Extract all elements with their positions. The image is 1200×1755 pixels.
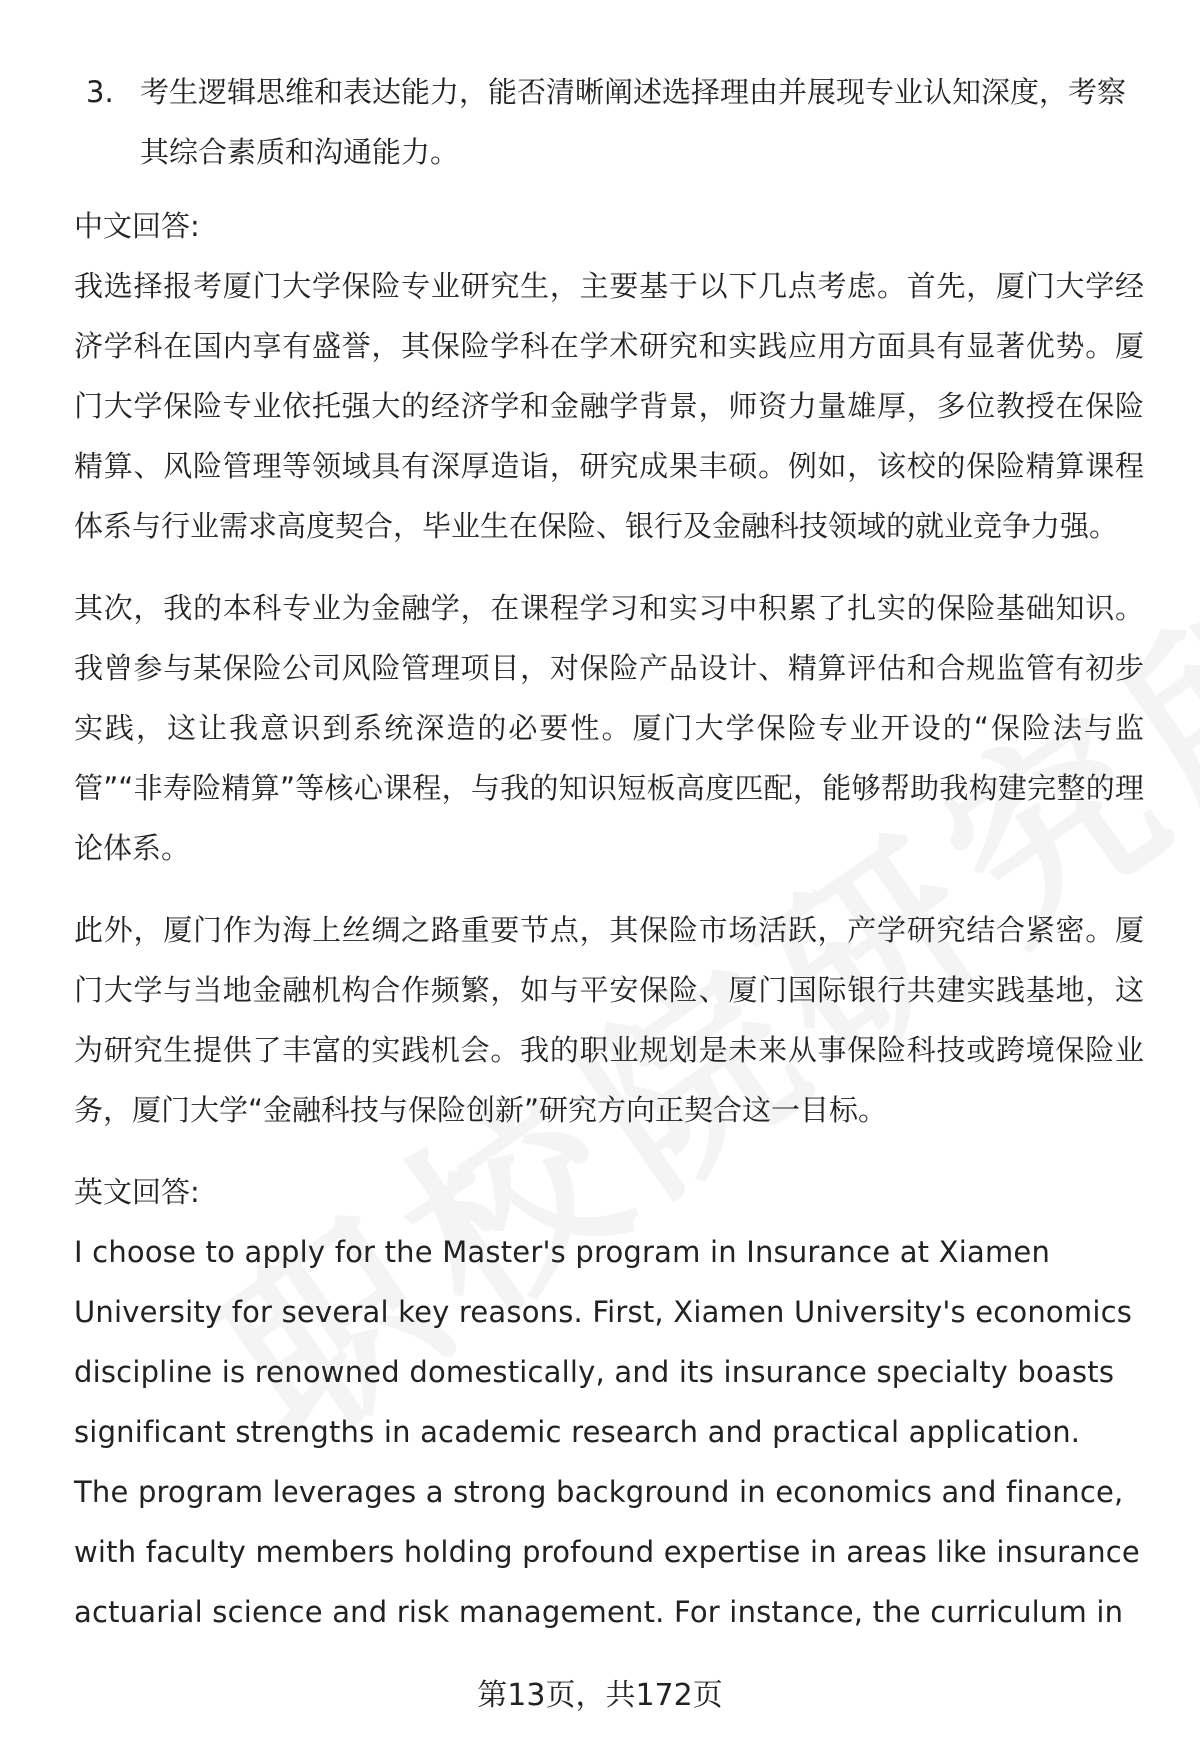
- list-text: 考生逻辑思维和表达能力，能否清晰阐述选择理由并展现专业认知深度，考察其综合素质和沟通能力。: [140, 75, 1127, 169]
- page-number-footer: 第13页，共172页: [477, 1678, 723, 1713]
- chinese-answer-heading: 中文回答:: [74, 209, 200, 243]
- chinese-paragraph-3: 此外，厦门作为海上丝绸之路重要节点，其保险市场活跃，产学研究结合紧密。厦门大学与当地金融机构合作频繁，如与平安保险、厦门国际银行共建实践基地，这为研究生提供了丰富的实践机会。我的职业规划是未来从事保险科技或跨境保险业务，厦门大学“金融科技与保险创新”研究方向正契合这一目标。: [74, 913, 1144, 1127]
- english-paragraph: I choose to apply for the Master's program in Insurance at Xiamen University for several key reasons. First, Xiamen University's economics discipline is renowned domestically, and its insurance specialty boasts significant strengths in academic research and practical application. The program leverages a strong background in economics and finance, with faculty members holding profound expertise in areas like insurance actuarial science and risk management. For instance, the curriculum in: [74, 1235, 1140, 1629]
- list-item-3: [74, 62, 1144, 182]
- english-answer-heading: 英文回答:: [74, 1175, 200, 1209]
- list-number: 3.: [86, 75, 114, 109]
- page-content: [74, 62, 1144, 1642]
- chinese-paragraph-1: 我选择报考厦门大学保险专业研究生，主要基于以下几点考虑。首先，厦门大学经济学科在国内享有盛誉，其保险学科在学术研究和实践应用方面具有显著优势。厦门大学保险专业依托强大的经济学和金融学背景，师资力量雄厚，多位教授在保险精算、风险管理等领域具有深厚造诣，研究成果丰硕。例如，该校的保险精算课程体系与行业需求高度契合，毕业生在保险、银行及金融科技领域的就业竞争力强。: [74, 269, 1144, 543]
- chinese-paragraph-2: 其次，我的本科专业为金融学，在课程学习和实习中积累了扎实的保险基础知识。我曾参与某保险公司风险管理项目，对保险产品设计、精算评估和合规监管有初步实践，这让我意识到系统深造的必要性。厦门大学保险专业开设的“保险法与监管”“非寿险精算”等核心课程，与我的知识短板高度匹配，能够帮助我构建完整的理论体系。: [74, 591, 1144, 865]
